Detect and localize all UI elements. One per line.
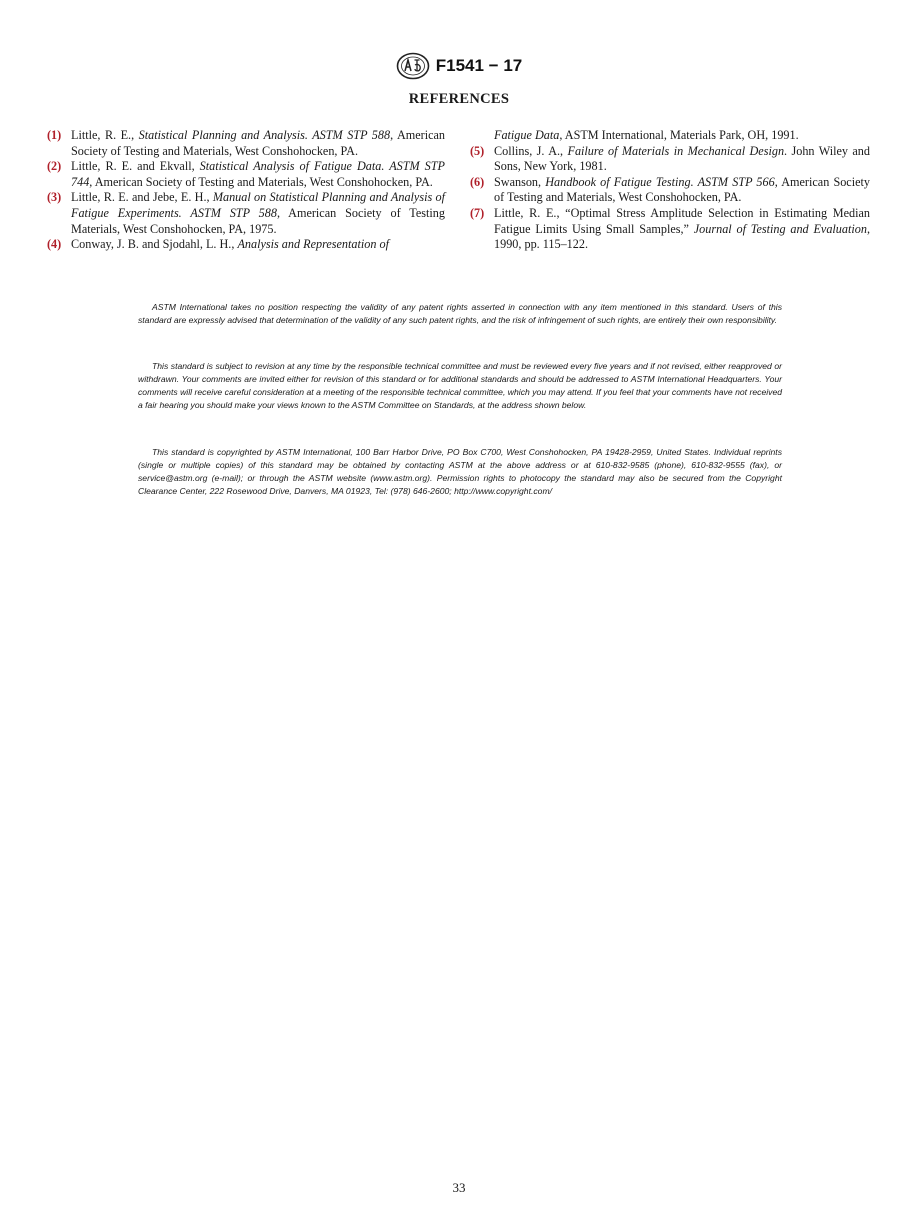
- reference-continuation: [470, 128, 870, 144]
- reference-authors: Swanson,: [494, 174, 546, 189]
- reference-item: [47, 159, 445, 190]
- page-number: 33: [452, 1180, 466, 1195]
- section-title: REFERENCES: [408, 91, 510, 107]
- reference-item: [47, 190, 445, 237]
- reference-number: (6): [470, 174, 485, 189]
- standard-designation: F1541 − 17: [435, 56, 523, 75]
- reference-number: (4): [47, 237, 62, 252]
- reference-number: (5): [470, 143, 485, 158]
- reference-details: , American Society of Testing and Materials, West Conshohocken, PA.: [71, 128, 445, 158]
- reference-authors: Little, R. E. and Jebe, E. H.,: [71, 190, 213, 205]
- reference-authors: Little, R. E.,: [71, 128, 139, 142]
- reference-title: Handbook of Fatigue Testing. ASTM STP 566: [545, 174, 775, 189]
- reference-title: Manual on Statistical Planning and Analysis of Fatigue Experiments. ASTM STP 588: [71, 190, 445, 220]
- reference-item: [47, 237, 445, 253]
- reference-title: Journal of Testing and Evaluation: [693, 221, 867, 236]
- reference-details: , American Society of Testing and Materials, West Conshohocken, PA.: [494, 174, 870, 205]
- reference-item: [47, 128, 445, 159]
- reference-number: (2): [47, 159, 62, 174]
- reference-title: Analysis and Representation of: [237, 237, 389, 252]
- copyright-notice-text: This standard is copyrighted by ASTM International, 100 Barr Harbor Drive, PO Box C700, West Conshohocken, PA 19428-2959, United States. Individual reprints (single or multiple copies) of this standard may be obtained by contacting ASTM at the above address or at 610-832-9585 (phone), 610-832-9555 (fax), or service@astm.org (e-mail); or through the ASTM website (www.astm.org). Permission rights to photocopy the standard may also be secured from the Copyright Clearance Center, 222 Rosewood Drive, Danvers, MA 01923, Tel: (978) 646-2600; http://www.copyright.com/: [138, 446, 782, 497]
- reference-number: (3): [47, 190, 62, 205]
- page-header: [0, 52, 918, 80]
- reference-item: [470, 144, 870, 175]
- reference-item: [470, 206, 870, 253]
- reference-title: Statistical Planning and Analysis. ASTM STP 588: [138, 128, 391, 142]
- patent-notice-text: ASTM International takes no position respecting the validity of any patent rights asserted in connection with any item mentioned in this standard. Users of this standard are expressly advised that determination of the validity of any such patent rights, and the risk of infringement of such rights, are entirely their own responsibility.: [138, 301, 782, 325]
- reference-details: . John Wiley and Sons, New York, 1981.: [494, 143, 870, 174]
- reference-details: , American Society of Testing Materials, West Conshohocken, PA, 1975.: [71, 205, 445, 236]
- copyright-notice: [138, 446, 782, 499]
- reference-title: Statistical Analysis of Fatigue Data. ASTM STP 744: [71, 159, 445, 189]
- reference-title: Fatigue Data: [494, 128, 560, 142]
- reference-title: Failure of Materials in Mechanical Design: [567, 143, 785, 158]
- reference-number: (7): [470, 205, 485, 220]
- references-left-column: [47, 128, 445, 253]
- reference-authors: Little, R. E. and Ekvall,: [71, 159, 200, 174]
- reference-number: (1): [47, 128, 62, 142]
- reference-details: , 1990, pp. 115–122.: [494, 221, 870, 252]
- reference-details: , American Society of Testing and Materials, West Conshohocken, PA.: [89, 174, 433, 189]
- reference-authors: Collins, J. A.,: [494, 143, 568, 158]
- references-right-column: [470, 128, 870, 253]
- revision-notice: [138, 360, 782, 413]
- reference-item: [470, 175, 870, 206]
- reference-authors: Conway, J. B. and Sjodahl, L. H.,: [71, 237, 238, 252]
- reference-authors: Little, R. E., “Optimal Stress Amplitude Selection in Estimating Median Fatigue Limits Using Small Samples,”: [494, 205, 870, 236]
- astm-logo-icon: [396, 52, 430, 80]
- patent-notice: [138, 301, 782, 327]
- reference-details: , ASTM International, Materials Park, OH, 1991.: [559, 128, 799, 142]
- revision-notice-text: This standard is subject to revision at any time by the responsible technical committee and must be reviewed every five years and if not revised, either reapproved or withdrawn. Your comments are invited either for revision of this standard or for additional standards and should be addressed to ASTM International Headquarters. Your comments will receive careful consideration at a meeting of the responsible technical committee, which you may attend. If you feel that your comments have not received a fair hearing you should make your views known to the ASTM Committee on Standards, at the address shown below.: [138, 360, 782, 411]
